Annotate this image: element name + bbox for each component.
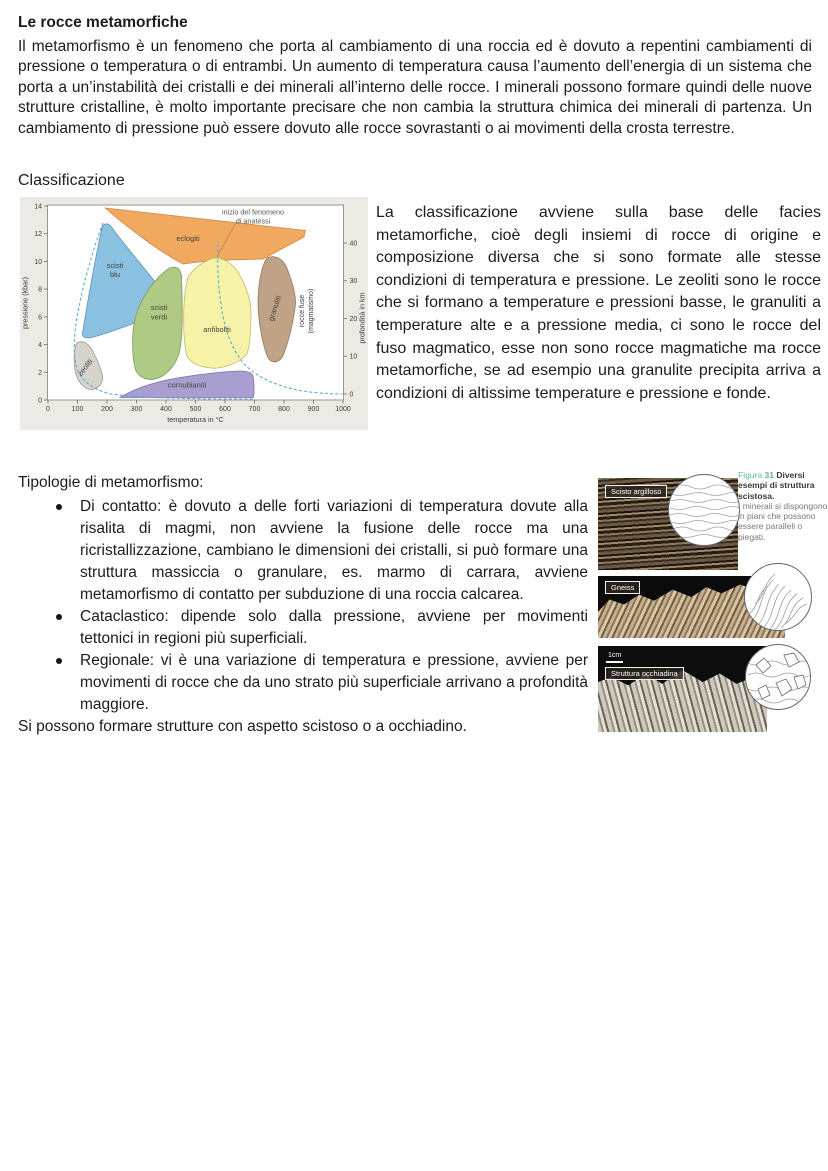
xtick-300: 300 xyxy=(130,406,143,413)
y-axis-title-left: pressione (kbar) xyxy=(20,277,30,329)
bullet-marker xyxy=(56,658,62,664)
xtick-500: 500 xyxy=(189,406,202,413)
list-item xyxy=(18,496,588,606)
label-zeoliti: zeoliti xyxy=(75,357,95,378)
inset-lineart xyxy=(745,564,812,631)
label-scisti-blu-1: scisti xyxy=(106,261,124,270)
xtick-100: 100 xyxy=(71,406,84,413)
facies-chart-svg xyxy=(20,197,368,430)
xtick-200: 200 xyxy=(101,406,113,413)
closing-sentence: Si possono formare strutture con aspetto scistoso o a occhiadino. xyxy=(18,718,467,735)
xtick-900: 900 xyxy=(307,406,320,413)
ytick-l-2: 2 xyxy=(38,369,42,377)
classificazione-paragraph: La classificazione avviene sulla base delle facies metamorfiche, cioè degli insiemi di rocce di origine e composizione diversa che si sono formate alle stesse condizioni di temperatura e pressione. Le zeoliti sono le rocce che si formano a temperature e pressioni basse, le granuliti a temperature alte e a pressione media, ci sono le rocce del fuso magmatico, esse non sono rocce magmatiche ma rocce metamorfiche, se ad esempio una granulite precipita arriva a condizioni di altissime temperature e pressione e fonde. xyxy=(376,204,821,402)
ytick-r-0: 0 xyxy=(349,391,354,399)
inset-lineart xyxy=(746,645,811,710)
caption-bold-text: Diversi esempi di struttura scistosa. xyxy=(738,470,815,501)
label-anfiboliti: anfiboliti xyxy=(203,325,231,334)
xtick-400: 400 xyxy=(160,406,172,413)
ytick-l-0: 0 xyxy=(38,397,42,405)
right-axis-ticks xyxy=(344,243,348,394)
page-title: Le rocce metamorfiche xyxy=(18,14,188,31)
left-axis-ticks xyxy=(44,206,48,400)
label-rocce-fuse-2: (magmatismo) xyxy=(308,288,315,334)
ytick-l-12: 12 xyxy=(34,231,42,239)
label-scisti-verdi-2: verdi xyxy=(150,312,168,322)
scale-bar-label: 1cm xyxy=(606,652,623,663)
bullet-text: Cataclastico: dipende solo dalla pressione, avviene per movimenti tettonici in regioni più superficiali. xyxy=(80,608,588,647)
label-granuliti: granuliti xyxy=(266,294,283,323)
ytick-r-30: 30 xyxy=(349,278,358,286)
photo-label: Gneiss xyxy=(605,581,640,594)
y-axis-title-right: profondità in km xyxy=(357,292,367,344)
magnifier-inset-scisto xyxy=(668,474,740,546)
tipologie-section xyxy=(18,472,588,738)
ytick-l-8: 8 xyxy=(38,286,42,294)
ytick-l-10: 10 xyxy=(34,258,42,266)
label-eclogiti: eclogiti xyxy=(176,234,200,243)
tipologie-heading: Tipologie di metamorfismo: xyxy=(18,474,204,491)
rock-texture xyxy=(598,646,767,732)
figure-word: Figura xyxy=(738,470,763,480)
facies-chart xyxy=(20,197,368,430)
intro-paragraph: Il metamorfismo è un fenomeno che porta al cambiamento di una roccia ed è dovuto a repentini cambiamenti di pressione o temperatura o di entrambi. Un aumento di temperatura causa l’aumento dell’energia di un sistema che porta a un’instabilità dei cristalli e dei minerali all’interno delle rocce. I minerali possono formare quindi delle nuove strutture cristalline, è molto importante precisare che non cambia la struttura chimica dei minerali di partenza. Un cambiamento di pressione può essere dovuto alle rocce sovrastanti o ai movimenti della crosta terrestre. xyxy=(18,38,812,137)
annotation-anatessi-line2: di anatessi xyxy=(235,216,271,226)
tipologie-list xyxy=(18,496,588,716)
xtick-700: 700 xyxy=(248,406,261,413)
bullet-text: Di contatto: è dovuto a delle forti variazioni di temperatura dovute alla risalita di magmi, non avviene la fusione delle rocce ma una ricristallizzazione, cambiano le dimensioni dei cristalli, si può formare una struttura massiccia o granulare, es. marmo di carrara, avviene metamorfismo di contatto per subduzione di una roccia calcarea. xyxy=(80,498,588,603)
label-rocce-fuse-1: rocce fuse xyxy=(299,294,306,328)
classificazione-heading: Classificazione xyxy=(18,172,125,189)
figure-number: 31 xyxy=(764,470,774,480)
figure-caption xyxy=(738,470,828,542)
xtick-800: 800 xyxy=(278,406,290,413)
caption-body-text: I minerali si dispongono in piani che possono essere paralleli o piegati. xyxy=(738,500,828,542)
x-axis-ticks xyxy=(48,400,343,404)
inset-lineart xyxy=(669,475,740,546)
photo-label: Struttura occhiadina xyxy=(605,667,684,680)
photo-label: Scisto argilloso xyxy=(605,485,667,498)
list-item xyxy=(18,650,588,716)
xtick-600: 600 xyxy=(219,406,231,413)
magnifier-inset-gneiss xyxy=(744,563,812,631)
annotation-anatessi-line1: inizio del fenomeno xyxy=(222,207,284,217)
ytick-r-10: 10 xyxy=(349,353,358,361)
photo-struttura-occhiadina xyxy=(598,646,767,732)
ytick-l-6: 6 xyxy=(38,314,42,322)
xtick-0: 0 xyxy=(46,406,50,413)
list-item xyxy=(18,606,588,650)
bullet-marker xyxy=(56,504,62,510)
bullet-marker xyxy=(56,614,62,620)
ytick-l-4: 4 xyxy=(38,342,42,350)
label-scisti-verdi-1: scisti xyxy=(150,303,168,312)
magnifier-inset-occhiadina xyxy=(745,644,811,710)
bullet-text: Regionale: vi è una variazione di temperatura e pressione, avviene per movimenti di rocce che da uno strato più superficiale arrivano a profondità maggiore. xyxy=(80,652,588,713)
ytick-r-40: 40 xyxy=(349,240,358,248)
label-scisti-blu-2: blu xyxy=(109,270,121,279)
x-axis-title: temperatura in °C xyxy=(167,415,224,424)
label-cornubianiti: cornubianiti xyxy=(167,380,207,390)
ytick-l-14: 14 xyxy=(34,203,42,211)
xtick-1000: 1000 xyxy=(335,406,351,413)
ytick-r-20: 20 xyxy=(349,316,358,323)
